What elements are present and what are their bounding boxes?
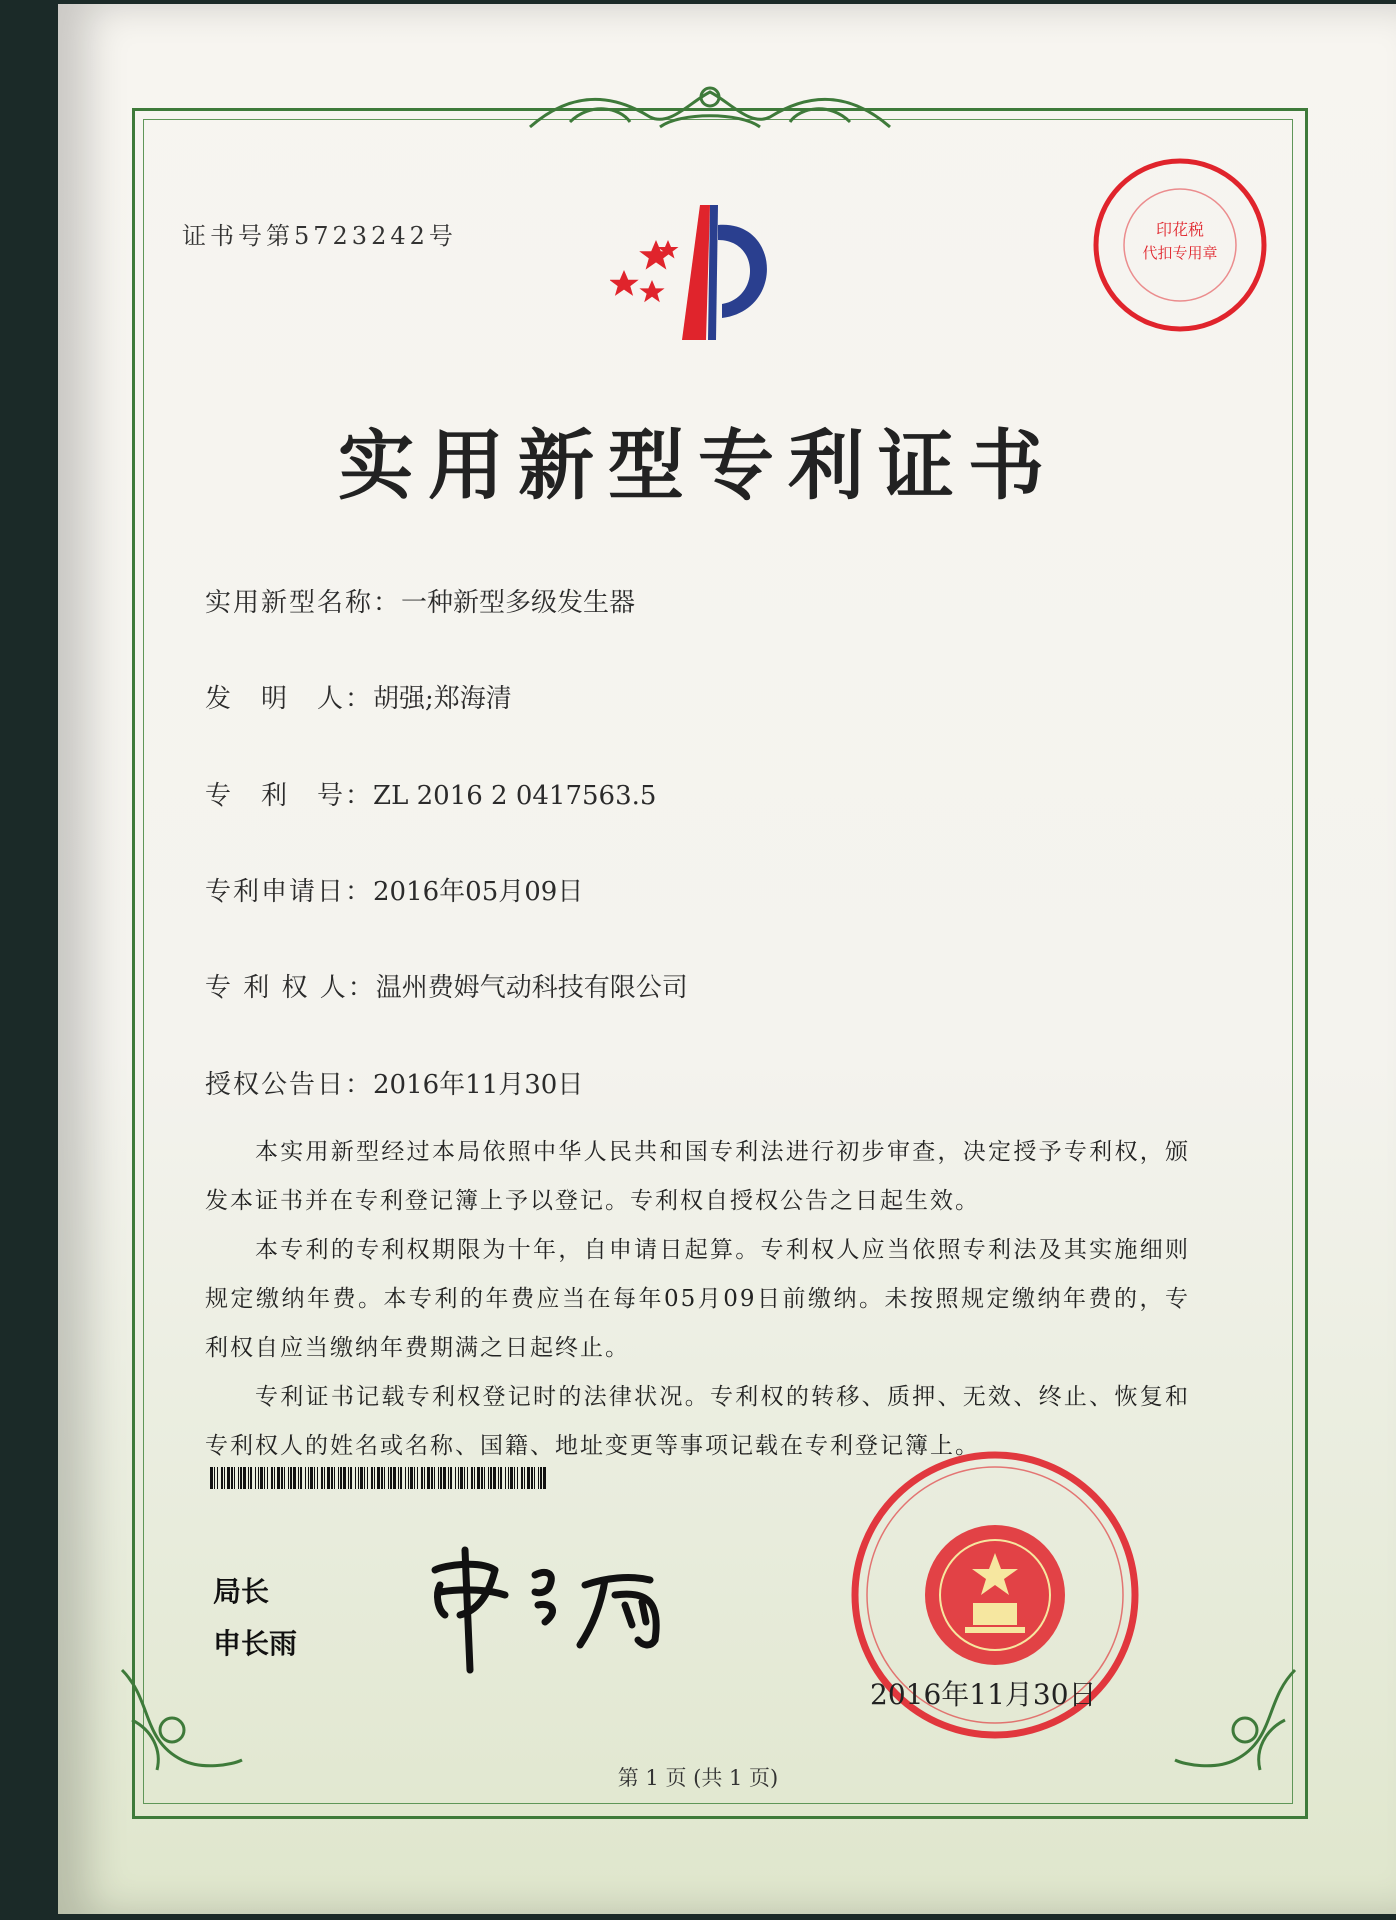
director-signature-icon bbox=[420, 1530, 720, 1680]
patent-number-field bbox=[205, 775, 656, 812]
field-label: 专 利 号： bbox=[205, 781, 374, 811]
field-value: ZL 2016 2 0417563.5 bbox=[373, 781, 657, 811]
patent-office-logo-icon bbox=[610, 200, 820, 350]
field-value: 2016年05月09日 bbox=[373, 877, 584, 907]
certificate-body bbox=[205, 1128, 1190, 1471]
utility-model-name-field bbox=[205, 582, 635, 619]
certificate-title: 实用新型专利证书 bbox=[338, 421, 1058, 510]
field-label: 专利申请日： bbox=[205, 877, 374, 907]
field-label: 授权公告日： bbox=[205, 1070, 374, 1100]
field-value: 胡强;郑海清 bbox=[373, 684, 512, 714]
field-value: 温州费姆气动科技有限公司 bbox=[375, 973, 688, 1003]
director-title: 局长 bbox=[213, 1575, 270, 1608]
barcode-icon bbox=[210, 1467, 550, 1489]
svg-text:代扣专用章: 代扣专用章 bbox=[1142, 244, 1218, 262]
svg-text:印花税: 印花税 bbox=[1155, 220, 1205, 239]
certificate-number: 证书号第5723242号 bbox=[182, 222, 457, 250]
grant-date-field bbox=[205, 1064, 583, 1101]
top-ornament-icon bbox=[510, 72, 910, 142]
body-paragraph: 本实用新型经过本局依照中华人民共和国专利法进行初步审查，决定授予专利权，颁发本证书并在专利登记簿上予以登记。专利权自授权公告之日起生效。 bbox=[205, 1139, 1190, 1214]
director-name: 申长雨 bbox=[213, 1627, 298, 1660]
field-label: 实用新型名称： bbox=[205, 588, 402, 618]
page-number: 第 1 页 (共 1 页) bbox=[617, 1766, 779, 1790]
patentee-field bbox=[205, 967, 688, 1004]
body-paragraph: 专利证书记载专利权登记时的法律状况。专利权的转移、质押、无效、终止、恢复和专利权人的姓名或名称、国籍、地址变更等事项记载在专利登记簿上。 bbox=[205, 1384, 1190, 1459]
field-label: 发 明 人： bbox=[205, 684, 374, 714]
field-value: 一种新型多级发生器 bbox=[401, 588, 636, 618]
inventor-field bbox=[205, 678, 512, 715]
tax-stamp-seal-icon bbox=[1090, 155, 1270, 335]
body-paragraph: 本专利的专利权期限为十年，自申请日起算。专利权人应当依照专利法及其实施细则规定缴纳年费。本专利的年费应当在每年05月09日前缴纳。未按照规定缴纳年费的，专利权自应当缴纳年费期满之日起终止。 bbox=[205, 1237, 1190, 1361]
field-label: 专 利 权 人： bbox=[205, 973, 376, 1003]
filing-date-field bbox=[205, 871, 583, 908]
field-value: 2016年11月30日 bbox=[373, 1070, 584, 1100]
seal-date: 2016年11月30日 bbox=[870, 1678, 1097, 1711]
